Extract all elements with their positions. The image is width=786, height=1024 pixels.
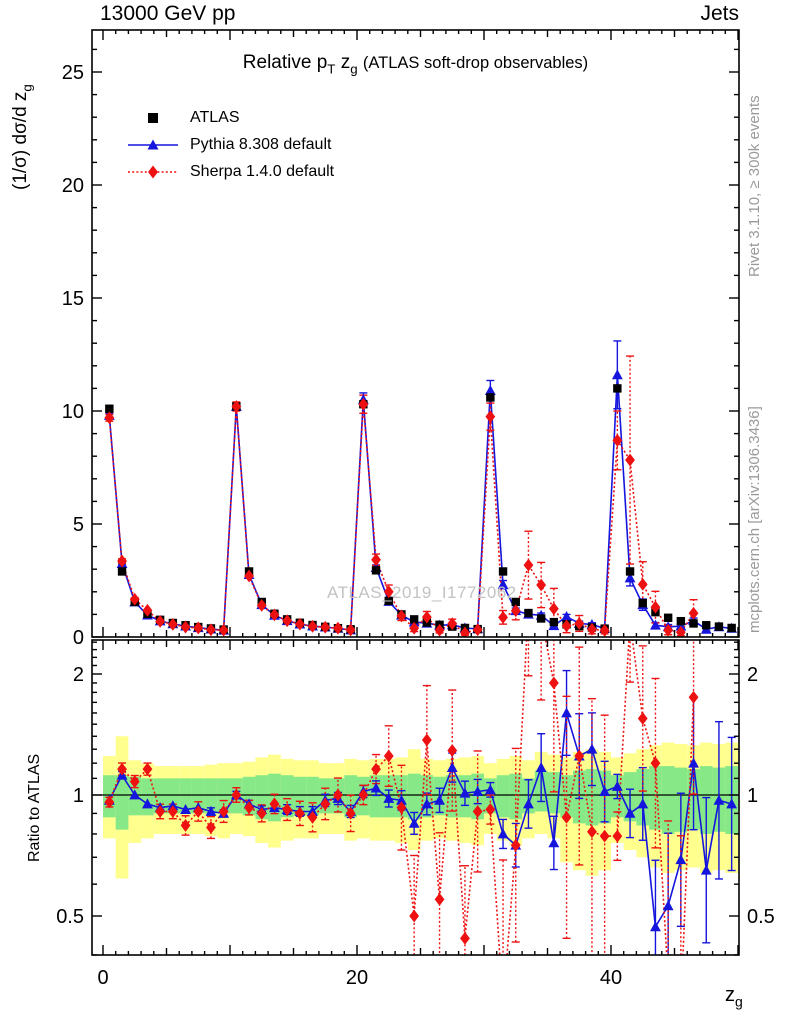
svg-text:0.5: 0.5 bbox=[56, 906, 84, 928]
analysis-group-label: Jets bbox=[700, 2, 739, 25]
svg-text:0: 0 bbox=[72, 627, 84, 649]
svg-text:20: 20 bbox=[61, 175, 84, 197]
svg-text:1: 1 bbox=[747, 785, 759, 807]
svg-text:1: 1 bbox=[72, 785, 84, 807]
legend-label: Sherpa 1.4.0 default bbox=[190, 162, 335, 180]
sherpa-line-diamond-icon bbox=[128, 164, 178, 180]
pythia-line-triangle-icon bbox=[128, 137, 178, 153]
legend-label: ATLAS bbox=[190, 108, 240, 126]
y-axis-label-top: (1/σ) dσ/d $z_g$ bbox=[10, 84, 35, 190]
x-axis-label: $z_g$ bbox=[725, 984, 743, 1010]
legend bbox=[128, 104, 334, 185]
svg-text:2: 2 bbox=[72, 664, 84, 686]
svg-text:15: 15 bbox=[61, 288, 84, 310]
legend-item-pythia bbox=[128, 131, 334, 158]
header-row bbox=[92, 2, 739, 26]
legend-item-atlas bbox=[128, 104, 334, 131]
svg-text:25: 25 bbox=[61, 62, 84, 84]
svg-text:20: 20 bbox=[345, 967, 369, 989]
legend-label: Pythia 8.308 default bbox=[190, 135, 332, 153]
svg-text:0: 0 bbox=[97, 967, 109, 989]
mcplots-attribution-note: mcplots.cern.ch [arXiv:1306.3436] bbox=[746, 406, 763, 633]
analysis-id-watermark: ATLAS_2019_I1772062 bbox=[327, 583, 517, 602]
svg-text:5: 5 bbox=[72, 514, 84, 536]
rivet-version-note: Rivet 3.1.10, ≥ 300k events bbox=[746, 95, 763, 277]
svg-text:10: 10 bbox=[61, 401, 84, 423]
svg-text:40: 40 bbox=[599, 967, 623, 989]
svg-text:2: 2 bbox=[747, 664, 759, 686]
legend-item-sherpa bbox=[128, 158, 334, 185]
svg-text:0.5: 0.5 bbox=[747, 906, 775, 928]
atlas-square-marker-icon bbox=[128, 110, 178, 126]
y-axis-label-ratio: Ratio to ATLAS bbox=[26, 753, 43, 862]
beam-energy-label: 13000 GeV pp bbox=[100, 2, 236, 25]
plot-title: Relative $p_T$ $z_g$ (ATLAS soft-drop observables) bbox=[242, 52, 589, 77]
